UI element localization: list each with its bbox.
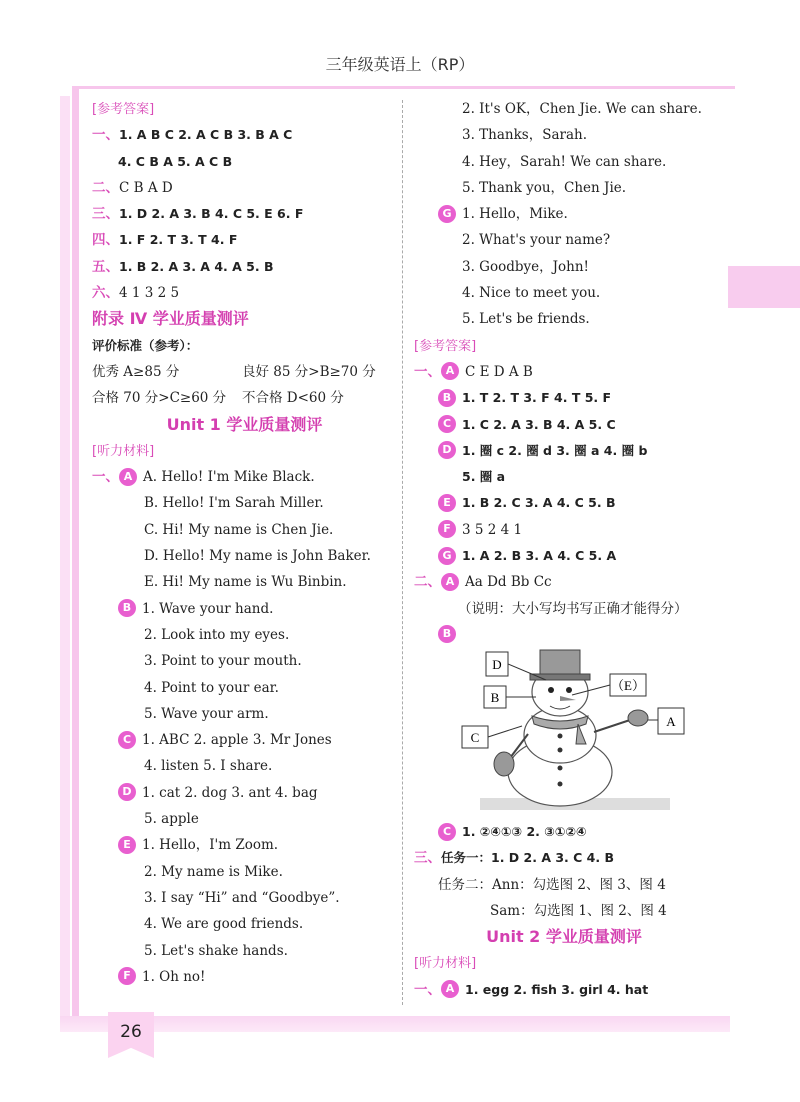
q6-text: 4 1 3 2 5 — [119, 285, 180, 302]
snowman-hat — [540, 650, 580, 676]
q2-label: 二、 — [92, 179, 119, 196]
q1-label: 一、 — [92, 127, 119, 144]
badge-a: A — [119, 468, 137, 486]
e-item-3: 3. I say “Hi” and “Goodbye”. — [144, 889, 340, 906]
q6-label: 六、 — [92, 285, 119, 302]
a-item-5: E. Hi! My name is Wu Binbin. — [144, 574, 347, 591]
e-item-1: 1. Hello，I'm Zoom. — [142, 837, 279, 854]
left-column — [92, 96, 397, 990]
answers-tag-right: [参考答案] — [414, 338, 477, 354]
b-item-4: 4. Point to your ear. — [144, 679, 279, 696]
f-cont-3: 3. Thanks，Sarah. — [462, 127, 588, 144]
pointer-c — [488, 726, 522, 737]
q4-text: 1. F 2. T 3. T 4. F — [119, 232, 238, 248]
badge-f: F — [118, 967, 136, 985]
answers-tag: [参考答案] — [92, 102, 155, 117]
snowman-arm-right — [594, 720, 630, 732]
q3-label: 三、 — [92, 206, 119, 223]
g-item-4: 4. Nice to meet you. — [462, 285, 601, 302]
task2-sam: Sam：勾选图 1、图 2、图 4 — [490, 902, 667, 919]
criteria-pass: 合格 70 分>C≥60 分 — [92, 390, 227, 407]
e-item-5: 5. Let's shake hands. — [144, 942, 288, 959]
sec2-label: 二、 — [414, 574, 441, 591]
label-c: C — [470, 730, 480, 745]
a-item-3: C. Hi! My name is Chen Jie. — [144, 521, 334, 538]
snowman-mitten-left — [494, 752, 514, 776]
listening-tag-right: [听力材料] — [414, 956, 477, 972]
d-item-1: 1. cat 2. dog 3. ant 4. bag — [142, 784, 318, 801]
right-column — [414, 96, 714, 648]
badge-d: D — [118, 783, 136, 801]
snowman-mitten-right — [628, 710, 648, 726]
ans-f: 3 5 2 4 1 — [462, 521, 523, 538]
b-item-3: 3. Point to your mouth. — [144, 653, 302, 670]
q4-label: 四、 — [92, 232, 119, 249]
ans-e: 1. B 2. C 3. A 4. C 5. B — [462, 495, 616, 511]
q1-line2: 4. C B A 5. A C B — [118, 153, 233, 169]
ans-badge-a: A — [441, 362, 459, 380]
ans-d-2: 5. 圈 a — [462, 469, 506, 485]
c-item-1: 1. ABC 2. apple 3. Mr Jones — [142, 732, 332, 749]
f-item-1: 1. Oh no! — [142, 968, 206, 985]
f-cont-4: 4. Hey，Sarah! We can share. — [462, 153, 667, 170]
label-d: D — [492, 657, 502, 672]
criteria-title: 评价标准（参考）： — [92, 337, 199, 353]
ans-badge-d: D — [438, 441, 456, 459]
sec3-label: 三、 — [414, 850, 441, 867]
q5-label: 五、 — [92, 258, 119, 275]
snowman-button — [558, 734, 563, 739]
ans-d: 1. 圈 c 2. 圈 d 3. 圈 a 4. 圈 b — [462, 442, 648, 458]
side-tab — [728, 266, 800, 308]
f-cont-5: 5. Thank you，Chen Jie. — [462, 179, 627, 196]
last-a: 1. egg 2. fish 3. girl 4. hat — [465, 981, 649, 997]
ans-badge-g: G — [438, 547, 456, 565]
q3-text: 1. D 2. A 3. B 4. C 5. E 6. F — [119, 206, 304, 222]
ans-badge-b: B — [438, 389, 456, 407]
a-item-1: A. Hello! I'm Mike Black. — [143, 469, 315, 486]
unit1-title: Unit 1 学业质量测评 — [166, 414, 323, 434]
badge-c: C — [118, 731, 136, 749]
ans-g: 1. A 2. B 3. A 4. C 5. A — [462, 548, 617, 564]
snowman-eye-left — [548, 687, 554, 693]
sec2-badge-a: A — [441, 573, 459, 591]
task1: 任务一：1. D 2. A 3. C 4. B — [441, 850, 614, 866]
snowman-button — [558, 782, 563, 787]
frame-bottom-border — [60, 1016, 730, 1032]
e-item-4: 4. We are good friends. — [144, 916, 304, 933]
d-item-2: 5. apple — [144, 811, 199, 828]
label-a: A — [666, 714, 676, 729]
sec2-a: Aa Dd Bb Cc — [465, 574, 552, 591]
badge-b: B — [118, 599, 136, 617]
page-header: 三年级英语上（RP） — [325, 55, 475, 74]
criteria-good: 良好 85 分>B≥70 分 — [242, 363, 376, 380]
b-item-1: 1. Wave your hand. — [142, 600, 274, 617]
g-item-2: 2. What's your name? — [462, 232, 611, 249]
last-badge-a: A — [441, 980, 459, 998]
label-e: （E） — [611, 678, 645, 693]
sec2-badge-b: B — [438, 625, 456, 643]
ans-badge-e: E — [438, 494, 456, 512]
snowman-eye-right — [566, 687, 572, 693]
label-b: B — [490, 690, 500, 705]
ans-badge-c: C — [438, 415, 456, 433]
appendix-title: 附录 Ⅳ 学业质量测评 — [92, 309, 249, 329]
b-item-2: 2. Look into my eyes. — [144, 626, 290, 643]
snowman-button — [558, 748, 563, 753]
q2-text: C B A D — [119, 179, 173, 196]
criteria-excellent: 优秀 A≥85 分 — [92, 363, 180, 380]
a-item-2: B. Hello! I'm Sarah Miller. — [144, 495, 324, 512]
c-item-2: 4. listen 5. I share. — [144, 758, 273, 775]
f-cont-2: 2. It's OK，Chen Jie. We can share. — [462, 101, 702, 117]
snowman-button — [558, 766, 563, 771]
last-sec-label: 一、 — [414, 981, 441, 998]
a-item-4: D. Hello! My name is John Baker. — [144, 548, 371, 565]
sec2-badge-c: C — [438, 823, 456, 841]
g-item-5: 5. Let's be friends. — [462, 311, 590, 328]
badge-e: E — [118, 836, 136, 854]
b-item-5: 5. Wave your arm. — [144, 705, 269, 722]
frame-left-border — [60, 96, 70, 1026]
right-column-lower — [414, 819, 714, 1003]
listening-tag: [听力材料] — [92, 443, 155, 459]
snowman-illustration — [460, 640, 700, 815]
q5-text: 1. B 2. A 3. A 4. A 5. B — [119, 258, 274, 274]
ans-b: 1. T 2. T 3. F 4. T 5. F — [462, 390, 612, 406]
badge-g: G — [438, 205, 456, 223]
g-item-3: 3. Goodbye，John! — [462, 258, 589, 275]
task2: 任务二：Ann：勾选图 2、图 3、图 4 — [438, 876, 666, 893]
ans-c: 1. C 2. A 3. B 4. A 5. C — [462, 416, 616, 432]
sec2-c: 1. ②④①③ 2. ③①②④ — [462, 824, 587, 839]
unit2-title: Unit 2 学业质量测评 — [486, 927, 642, 947]
ans-badge-f: F — [438, 520, 456, 538]
ans-sec1-label: 一、 — [414, 363, 441, 380]
sec1-label: 一、 — [92, 469, 119, 486]
ans-a: C E D A B — [465, 363, 533, 380]
q1-line1: 1. A B C 2. A C B 3. B A C — [119, 127, 293, 143]
sec2-note: （说明：大小写均书写正确才能得分） — [458, 600, 688, 617]
criteria-fail: 不合格 D<60 分 — [242, 390, 344, 407]
page-number: 26 — [120, 1022, 142, 1042]
g-item-1: 1. Hello，Mike. — [462, 206, 568, 223]
column-divider — [402, 100, 403, 1005]
e-item-2: 2. My name is Mike. — [144, 863, 283, 880]
